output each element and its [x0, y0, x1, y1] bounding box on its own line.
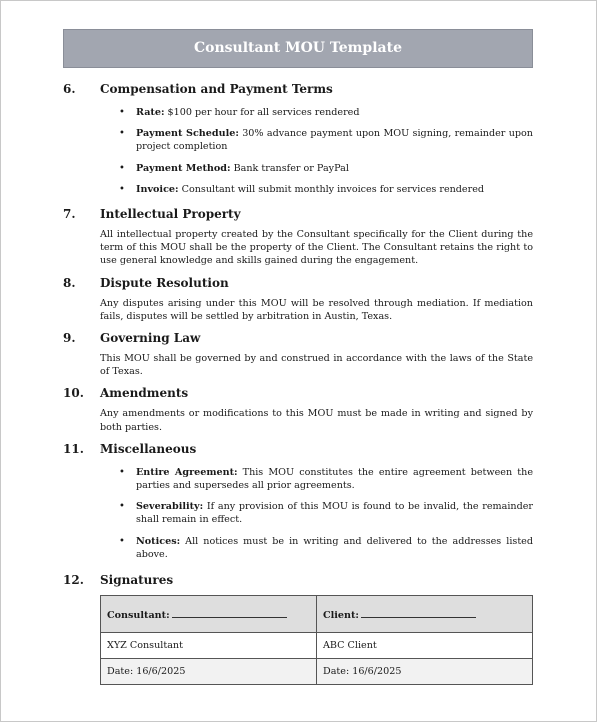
section-heading: Intellectual Property — [100, 207, 241, 222]
section-heading: Signatures — [100, 573, 174, 588]
section-number: 7. — [63, 207, 76, 222]
consultant-name: XYZ Consultant — [101, 633, 317, 659]
document-body — [63, 77, 533, 685]
compensation-list — [63, 106, 533, 196]
list-item — [136, 106, 533, 119]
item-label: Notices: — [136, 535, 181, 547]
section-amendments — [63, 381, 533, 433]
section-heading: Dispute Resolution — [100, 275, 229, 290]
signature-line — [172, 608, 287, 618]
list-item — [136, 466, 533, 492]
table-row — [101, 633, 533, 659]
item-label: Entire Agreement: — [136, 466, 238, 478]
section-text: All intellectual property created by the Consultant specifically for the Client during the term of this MOU shall be the property of the Client. The Consultant retains the right to use general knowledge and skills gained during the engagement. — [100, 229, 533, 267]
item-label: Severability: — [136, 501, 204, 513]
section-miscellaneous — [63, 437, 533, 561]
table-row — [101, 659, 533, 685]
item-label: Payment Method: — [136, 162, 231, 174]
signature-table — [100, 595, 533, 685]
section-dispute-resolution — [63, 271, 533, 323]
item-text: If any provision of this MOU is found to be invalid, the remainder shall remain in effect. — [136, 501, 533, 526]
section-signatures — [63, 568, 533, 685]
list-item — [136, 500, 533, 526]
client-name: ABC Client — [317, 633, 533, 659]
section-number: 6. — [63, 82, 76, 96]
item-text: Consultant will submit monthly invoices for services rendered — [178, 183, 485, 195]
list-item — [136, 535, 533, 561]
item-text: This MOU constitutes the entire agreement between the parties and supersedes all prior agreements. — [136, 466, 533, 492]
section-heading: Miscellaneous — [100, 441, 197, 456]
section-number: 10. — [63, 386, 84, 401]
client-date: Date: 16/6/2025 — [317, 659, 533, 685]
section-intellectual-property — [63, 202, 533, 268]
section-number: 9. — [63, 331, 76, 346]
consultant-signature-cell[interactable] — [101, 596, 317, 633]
item-text: 30% advance payment upon MOU signing, remainder upon project completion — [136, 128, 533, 153]
section-compensation — [63, 77, 533, 196]
section-text: This MOU shall be governed by and construed in accordance with the laws of the State of Texas. — [100, 353, 533, 378]
list-item — [136, 162, 533, 175]
section-number: 8. — [63, 275, 76, 290]
item-label: Payment Schedule: — [136, 128, 239, 140]
table-row — [101, 596, 533, 633]
client-signature-cell[interactable] — [317, 596, 533, 633]
section-number: 11. — [63, 441, 84, 456]
document-title: Consultant MOU Template — [63, 29, 533, 68]
section-heading: Compensation and Payment Terms — [100, 82, 333, 96]
item-label: Invoice: — [136, 183, 179, 195]
section-text: Any disputes arising under this MOU will be resolved through mediation. If mediation fails, disputes will be settled by arbitration in Austin, Texas. — [100, 297, 533, 322]
item-label: Rate: — [136, 107, 165, 118]
section-number: 12. — [63, 573, 84, 588]
signature-line — [361, 608, 476, 618]
consultant-date: Date: 16/6/2025 — [101, 659, 317, 685]
section-heading: Governing Law — [100, 331, 201, 346]
section-text: Any amendments or modifications to this MOU must be made in writing and signed by both parties. — [100, 408, 533, 433]
list-item — [136, 183, 533, 196]
item-text: All notices must be in writing and delivered to the addresses listed above. — [136, 535, 533, 560]
consultant-label: Consultant: — [107, 609, 170, 621]
list-item — [136, 127, 533, 153]
item-text: Bank transfer or PayPal — [230, 162, 349, 174]
client-label: Client: — [323, 609, 359, 621]
section-governing-law — [63, 326, 533, 378]
item-text: $100 per hour for all services rendered — [164, 107, 360, 118]
section-heading: Amendments — [100, 386, 189, 401]
miscellaneous-list — [63, 466, 533, 561]
